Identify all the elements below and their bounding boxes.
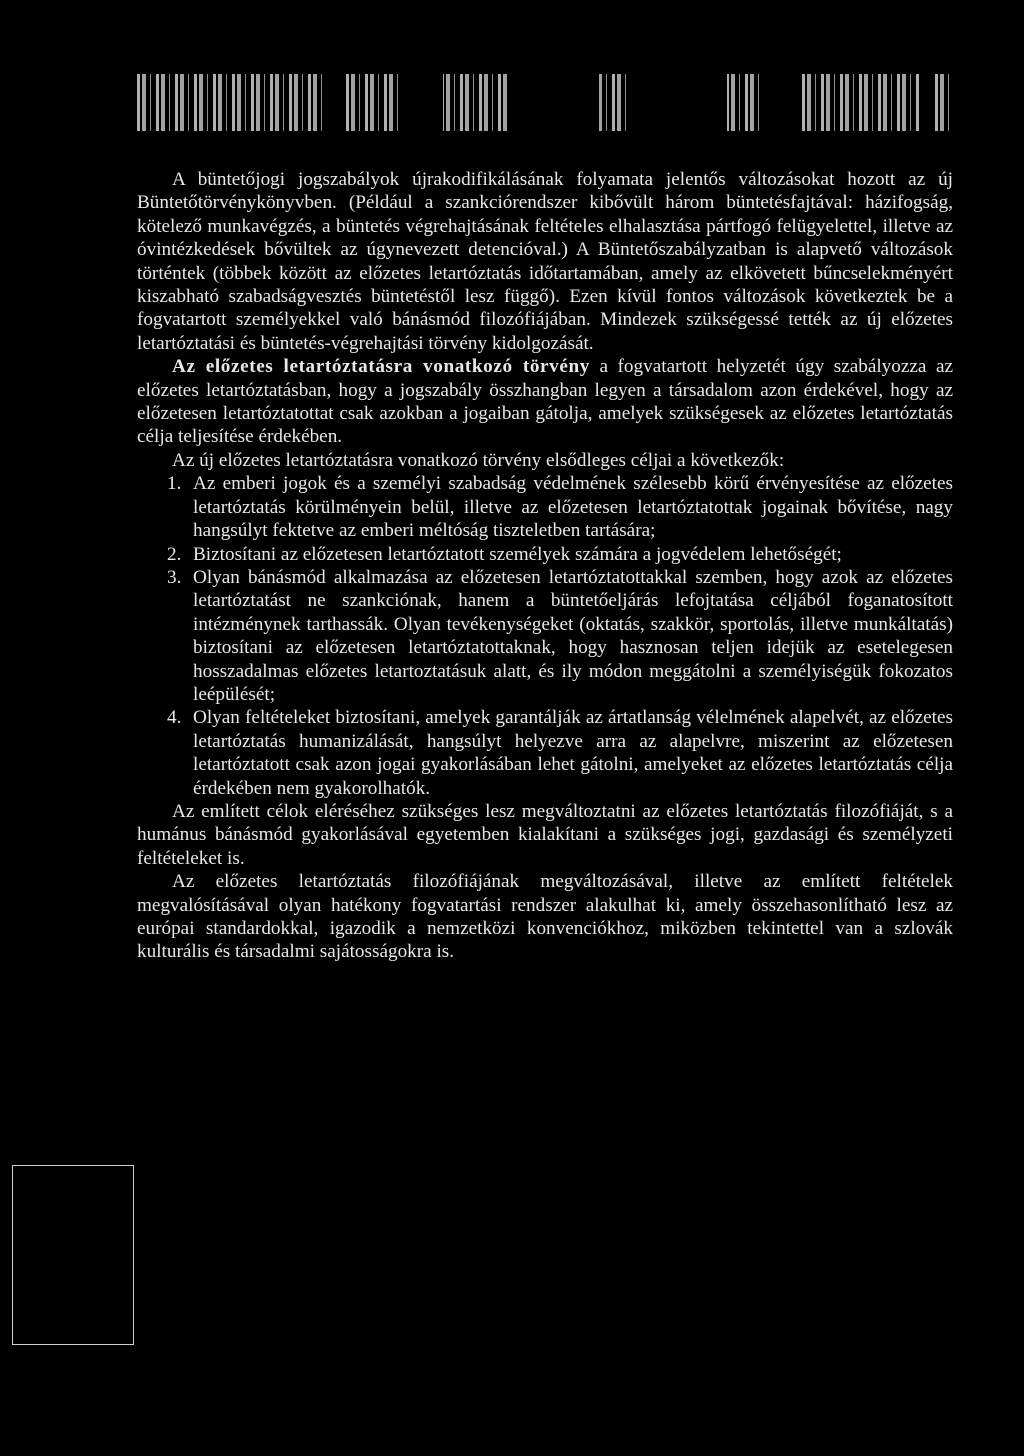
list-item-number: 1.	[167, 473, 182, 495]
list-item	[137, 566, 953, 706]
list-item	[137, 472, 953, 542]
list-item-text: Biztosítani az előzetesen letartóztatott személyek számára a jogvédelem lehetőségét;	[193, 543, 842, 565]
header-barcode-strip	[137, 74, 950, 131]
list-item-number: 4.	[167, 707, 182, 729]
goals-list	[137, 472, 953, 800]
list-item-text: Olyan bánásmód alkalmazása az előzetesen letartóztatottakkal szemben, hogy azok az előzetes letartóztatást ne szankciónak, hanem a büntetőeljárás lefojtatása céljából foganatosított intézménynek tarthassák. Olyan tevékenységeket (oktatás, szakkör, sportolás, illetve munkáltatás) biztosítani az előzetesen letartóztatottaknak, hogy hasznosan teljen idejük az esetelegesen hosszadalmas előzetes letartoztatásuk alatt, és ily módon meggátolni a személyiségük fokozatos leépülését;	[193, 566, 953, 705]
list-item-text: Olyan feltételeket biztosítani, amelyek garantálják az ártatlanság vélelmének alapelvét, az előzetes letartóztatás humanizálását, hangsúlyt helyezve arra az alapelvre, miszerint az előzetesen letartóztatott csak azon jogai gyakorlásában lehet gátolni, amelyeket az előzetes letartóztatás célja érdekében nem gyakorolhatók.	[193, 707, 953, 799]
list-item-text: Az emberi jogok és a személyi szabadság védelmének szélesebb körű érvényesítése az előzetes letartóztatás körülményein belül, illetve az előzetesen letartóztatottak jogainak bővítése, nagy hangsúlyt fektetve az emberi méltóság tiszteletben tartására;	[193, 473, 953, 542]
list-item-number: 3.	[167, 566, 182, 588]
list-item-number: 2.	[167, 543, 182, 565]
paragraph-law-purpose	[137, 355, 953, 449]
paragraph-conclusion: Az előzetes letartóztatás filozófiájának megváltozásával, illetve az említett feltételek megvalósításával olyan hatékony fogvatartási rendszer alakulhat ki, amely összehasonlítható lesz az európai standardokkal, igazodik a nemzetközi konvenciókhoz, miközben tekintettel van a szlovák kulturális és társadalmi sajátosságokra is.	[137, 871, 953, 963]
list-item	[137, 543, 953, 566]
law-purpose-text: a fogvatartott helyzetét úgy szabályozza az előzetes letartóztatásban, hogy a jogszabály összhangban legyen a társadalom azon érdekével, hogy az előzetesen letartóztatottat csak azokban a jogaiban gátolja, amelyek szükségesek az előzetes letartóztatás célja teljesítése érdekében.	[137, 356, 954, 448]
paragraph-goals-intro: Az új előzetes letartóztatásra vonatkozó törvény elsődleges céljai a következők:	[172, 449, 785, 471]
margin-frame	[12, 1165, 134, 1345]
paragraph-intro: A büntetőjogi jogszabályok újrakodifikálásának folyamata jelentős változásokat hozott az új Büntetőtörvénykönyvben. (Például a szankciórendszer kibővült három büntetésfajtával: házifogság, kötelező munkavégzés, a büntetés végrehajtásának feltételes elhalasztása pártfogó felügyelettel, illetve az óvintézkedések bővültek az úgynevezett detencióval.) A Büntetőszabályzatban is alapvető változások történtek (többek között az előzetes letartóztatás időtartamában, amely az elkövetett bűncselekményért kiszabható szabadságvesztés büntetéstől lesz függő). Ezen kívül fontos változások következtek be a fogvatartott személyekkel való bánásmód filozófiájában. Mindezek szükségessé tették az új előzetes letartóztatási és büntetés-végrehajtási törvény kidolgozását.	[137, 169, 953, 354]
paragraph-requirements: Az említett célok eléréséhez szükséges lesz megváltoztatni az előzetes letartóztatás filozófiáját, s a humánus bánásmód gyakorlásával egyetemben kialakítani a szükséges jogi, gazdasági és személyzeti feltételeket is.	[137, 800, 953, 869]
document-body	[137, 168, 953, 964]
list-item	[137, 706, 953, 800]
law-title-bold: Az előzetes letartóztatásra vonatkozó törvény	[172, 356, 590, 378]
